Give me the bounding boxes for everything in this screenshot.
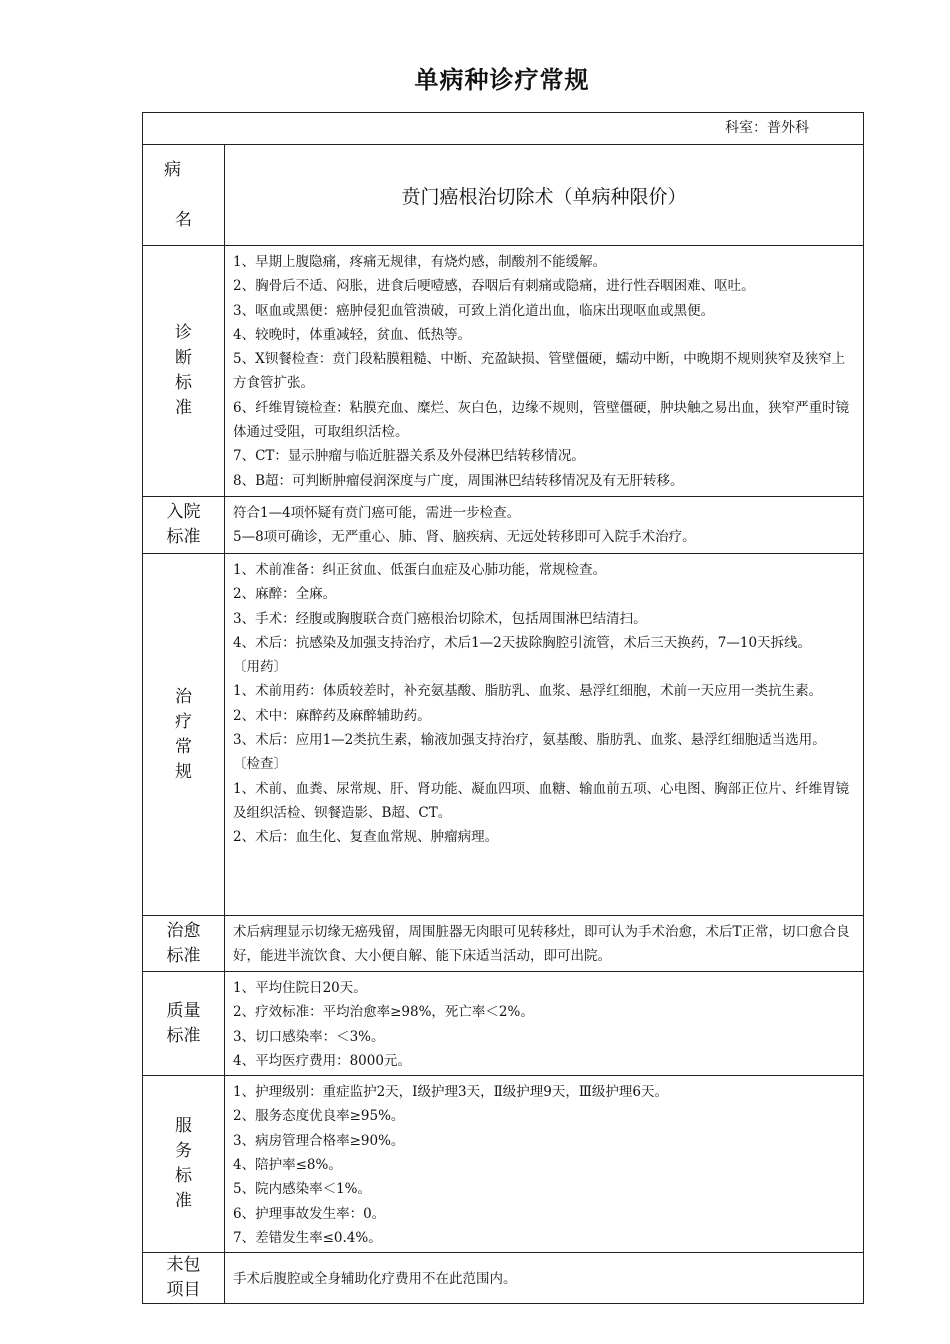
content-line: 6、护理事故发生率：0。 [233, 1205, 386, 1222]
content-line: 1、术前、血粪、尿常规、肝、肾功能、凝血四项、血糖、输血前五项、心电图、胸部正位片、纤维胃镜及组织活检、钡餐造影、B超、CT。 [233, 780, 850, 821]
section-label: 治疗常规 [174, 686, 192, 782]
content-line: 符合1—4项怀疑有贲门癌可能，需进一步检查。 [233, 505, 521, 521]
disease-label: 病 名 [163, 160, 215, 230]
section-content [225, 497, 864, 554]
section-label: 入院标准 [166, 502, 201, 547]
section-row-service [143, 1076, 864, 1253]
section-label-cell [143, 1253, 225, 1304]
content-line: 2、术后：血生化、复查血常规、肿瘤病理。 [233, 829, 499, 846]
section-row-treatment [143, 554, 864, 916]
content-line: 5、X钡餐检查：贲门段粘膜粗糙、中断、充盈缺损、管壁僵硬，蠕动中断，中晚期不规则狭窄及狭窄上方食管扩张。 [233, 351, 846, 392]
section-label-cell [143, 916, 225, 972]
content-line: 〔用药〕 [233, 659, 287, 676]
section-content [225, 1253, 864, 1304]
disease-label-cell [143, 145, 225, 246]
content-line: 7、CT：显示肿瘤与临近脏器关系及外侵淋巴结转移情况。 [233, 448, 585, 465]
content-line: 3、呕血或黑便：癌肿侵犯血管溃破，可致上消化道出血，临床出现呕血或黑便。 [233, 302, 715, 319]
section-row-quality [143, 972, 864, 1076]
department-label: 科室：普外科 [143, 113, 864, 145]
content-line: 1、护理级别：重症监护2天，Ⅰ级护理3天，Ⅱ级护理9天，Ⅲ级护理6天。 [233, 1084, 668, 1101]
content-line: 4、较晚时，体重减轻，贫血、低热等。 [233, 326, 472, 343]
section-label-cell [143, 554, 225, 916]
section-label: 未包项目 [166, 1255, 201, 1301]
content-line: 1、平均住院日20天。 [233, 980, 367, 996]
content-line: 3、手术：经腹或胸腹联合贲门癌根治切除术，包括周围淋巴结清扫。 [233, 610, 647, 627]
content-line: 7、差错发生率≤0.4%。 [233, 1229, 382, 1246]
content-line: 5、院内感染率＜1%。 [233, 1181, 372, 1198]
content-line: 〔检查〕 [233, 756, 287, 773]
content-line: 术后病理显示切缘无癌残留，周围脏器无肉眼可见转移灶，即可认为手术治愈，术后T正常，切口愈合良好，能进半流饮食、大小便自解、能下床适当活动，即可出院。 [233, 924, 850, 965]
content-line: 3、切口感染率：＜3%。 [233, 1028, 385, 1045]
section-row-excluded [143, 1253, 864, 1304]
section-content [225, 246, 864, 497]
content-line: 1、术前准备：纠正贫血、低蛋白血症及心肺功能，常规检查。 [233, 562, 607, 578]
content-line: 1、术前用药：体质较差时，补充氨基酸、脂肪乳、血浆、悬浮红细胞，术前一天应用一类抗生素。 [233, 683, 823, 700]
section-content [225, 916, 864, 972]
section-row-cure [143, 916, 864, 972]
content-line: 2、术中：麻醉药及麻醉辅助药。 [233, 707, 431, 724]
page-title: 单病种诊疗常规 [414, 66, 590, 94]
content-line: 3、病房管理合格率≥90%。 [233, 1132, 405, 1149]
content-line: 3、术后：应用1—2类抗生素，输液加强支持治疗，氨基酸、脂肪乳、血浆、悬浮红细胞适当选用。 [233, 732, 826, 749]
section-content [225, 1076, 864, 1253]
disease-name: 贲门癌根治切除术（单病种限价） [225, 145, 864, 246]
content-line: 2、疗效标准：平均治愈率≥98%，死亡率＜2%。 [233, 1004, 534, 1021]
content-line: 手术后腹腔或全身辅助化疗费用不在此范围内。 [233, 1271, 517, 1288]
content-line: 8、B超：可判断肿瘤侵润深度与广度，周围淋巴结转移情况及有无肝转移。 [233, 472, 684, 489]
department-row [143, 113, 864, 145]
section-label-cell [143, 497, 225, 554]
content-line: 4、陪护率≤8%。 [233, 1157, 342, 1174]
content-line: 6、纤维胃镜检查：粘膜充血、糜烂、灰白色，边缘不规则，管壁僵硬，肿块触之易出血，狭窄严重时镜体通过受阻，可取组织活检。 [233, 399, 850, 441]
section-content [225, 554, 864, 916]
disease-row [143, 145, 864, 246]
content-line: 2、麻醉：全麻。 [233, 586, 337, 603]
section-label-cell [143, 972, 225, 1076]
section-row-diagnosis [143, 246, 864, 497]
section-row-admission [143, 497, 864, 554]
content-line: 2、胸骨后不适、闷胀，进食后哽噎感，吞咽后有刺痛或隐痛，进行性吞咽困难、呕吐。 [233, 278, 755, 295]
content-line: 4、平均医疗费用：8000元。 [233, 1052, 411, 1069]
section-label-cell [143, 246, 225, 497]
content-line: 2、服务态度优良率≥95%。 [233, 1108, 405, 1125]
diagnosis-table [142, 112, 864, 1304]
section-label: 诊断标准 [174, 323, 192, 418]
section-label: 服务标准 [174, 1116, 192, 1212]
content-line: 4、术后：抗感染及加强支持治疗，术后1—2天拔除胸腔引流管，术后三天换药，7—10天拆线。 [233, 634, 812, 651]
section-label: 治愈标准 [166, 920, 201, 966]
content-line: 1、早期上腹隐痛，疼痛无规律，有烧灼感，制酸剂不能缓解。 [233, 254, 607, 270]
section-label: 质量标准 [166, 1000, 201, 1046]
section-label-cell [143, 1076, 225, 1253]
content-line: 5—8项可确诊，无严重心、肺、肾、脑疾病、无远处转移即可入院手术治疗。 [233, 529, 696, 546]
section-content [225, 972, 864, 1076]
